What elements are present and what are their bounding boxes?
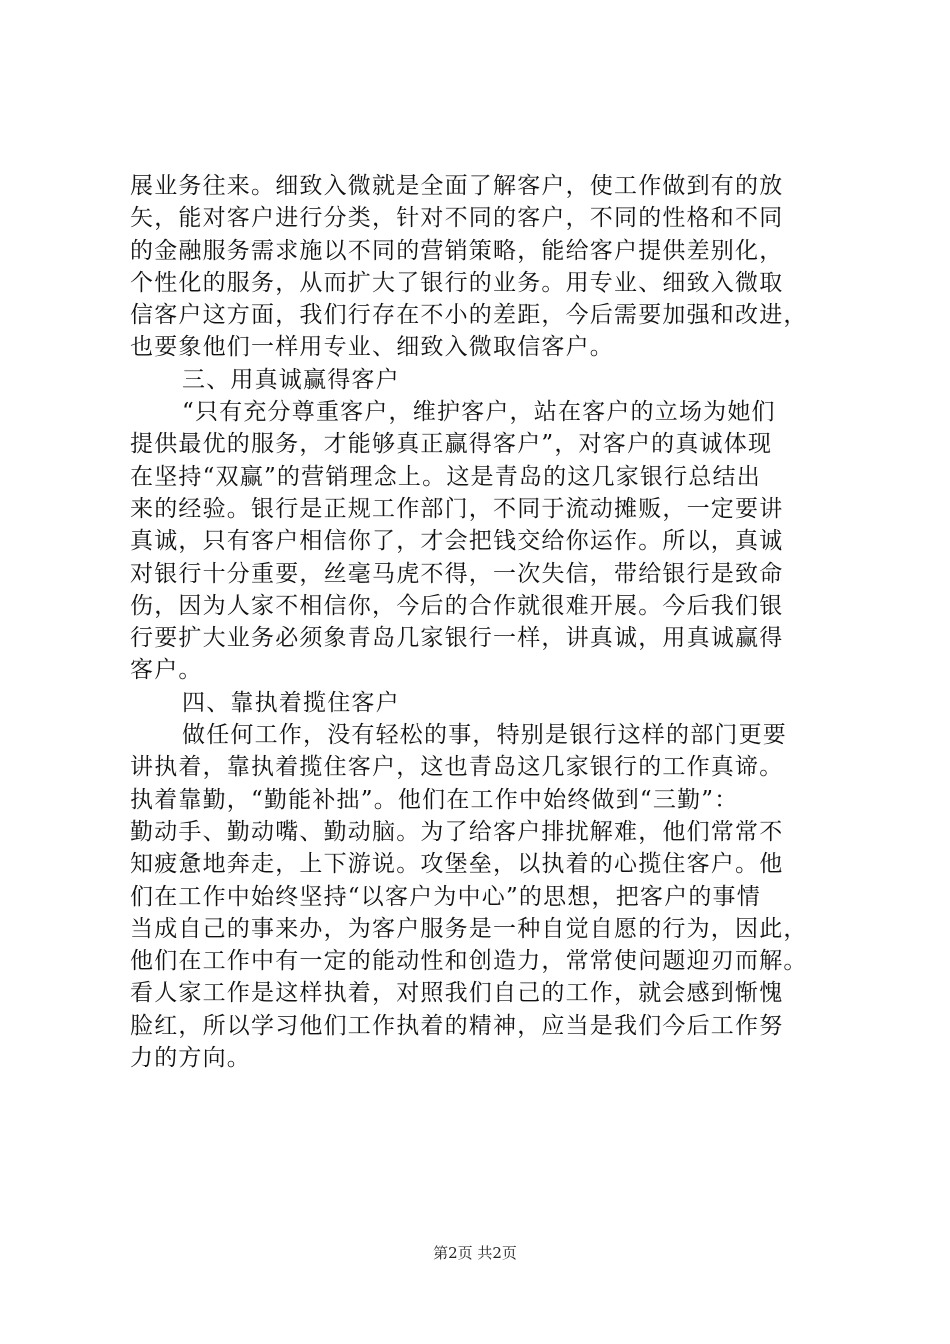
paragraph-3 bbox=[130, 719, 842, 1074]
text-line: 对银行十分重要，丝毫马虎不得，一次失信，带给银行是致命 bbox=[130, 560, 784, 587]
text-line: 们在工作中始终坚持“以客户为中心”的思想，把客户的事情 bbox=[130, 883, 761, 910]
text-line: 矢，能对客户进行分类，针对不同的客户，不同的性格和不同 bbox=[130, 205, 784, 232]
text-line: 真诚，只有客户相信你了，才会把钱交给你运作。所以，真诚 bbox=[130, 528, 784, 555]
text-line: 做任何工作，没有轻松的事，特别是银行这样的部门更要 bbox=[182, 722, 787, 749]
text-line: 伤，因为人家不相信你，今后的合作就很难开展。今后我们银 bbox=[130, 592, 784, 619]
text-line: 也要象他们一样用专业、细致入微取信客户。 bbox=[130, 334, 614, 361]
text-line: 的金融服务需求施以不同的营销策略，能给客户提供差别化， bbox=[130, 237, 784, 264]
text-line: 展业务往来。细致入微就是全面了解客户，使工作做到有的放 bbox=[130, 173, 784, 199]
text-line: 他们在工作中有一定的能动性和创造力，常常使问题迎刃而解。 bbox=[130, 948, 808, 975]
document-body bbox=[130, 170, 842, 1074]
text-line: 力的方向。 bbox=[130, 1045, 251, 1072]
section-heading: 四、靠执着揽住客户 bbox=[182, 689, 400, 716]
text-line: 执着靠勤，“勤能补拙”。他们在工作中始终做到“三勤”： bbox=[130, 786, 739, 813]
text-line: 个性化的服务，从而扩大了银行的业务。用专业、细致入微取 bbox=[130, 269, 784, 296]
paragraph-1 bbox=[130, 170, 842, 364]
page-footer: 第2页 共2页 bbox=[433, 1244, 517, 1262]
text-line: 脸红，所以学习他们工作执着的精神，应当是我们今后工作努 bbox=[130, 1012, 784, 1039]
text-line: 来的经验。银行是正规工作部门，不同于流动摊贩，一定要讲 bbox=[130, 495, 784, 522]
text-line: 讲执着，靠执着揽住客户，这也青岛这几家银行的工作真谛。 bbox=[130, 754, 784, 781]
text-line: 勤动手、勤动嘴、勤动脑。为了给客户排扰解难，他们常常不 bbox=[130, 818, 784, 845]
text-line: 知疲惫地奔走，上下游说。攻堡垒，以执着的心揽住客户。他 bbox=[130, 851, 784, 878]
text-line: 在坚持“双赢”的营销理念上。这是青岛的这几家银行总结出 bbox=[130, 463, 761, 490]
text-line: 看人家工作是这样执着，对照我们自己的工作，就会感到惭愧 bbox=[130, 980, 784, 1007]
text-line: 提供最优的服务，才能够真正赢得客户”，对客户的真诚体现 bbox=[130, 431, 773, 458]
paragraph-2 bbox=[130, 396, 842, 687]
text-line: 信客户这方面，我们行存在不小的差距，今后需要加强和改进， bbox=[130, 302, 808, 329]
text-line: 客户。 bbox=[130, 657, 203, 684]
text-line: 当成自己的事来办，为客户服务是一种自觉自愿的行为，因此， bbox=[130, 915, 808, 942]
section-heading: 三、用真诚赢得客户 bbox=[182, 366, 400, 393]
text-line: 行要扩大业务必须象青岛几家银行一样，讲真诚，用真诚赢得 bbox=[130, 625, 784, 652]
text-line: “只有充分尊重客户，维护客户，站在客户的立场为她们 bbox=[182, 399, 776, 426]
